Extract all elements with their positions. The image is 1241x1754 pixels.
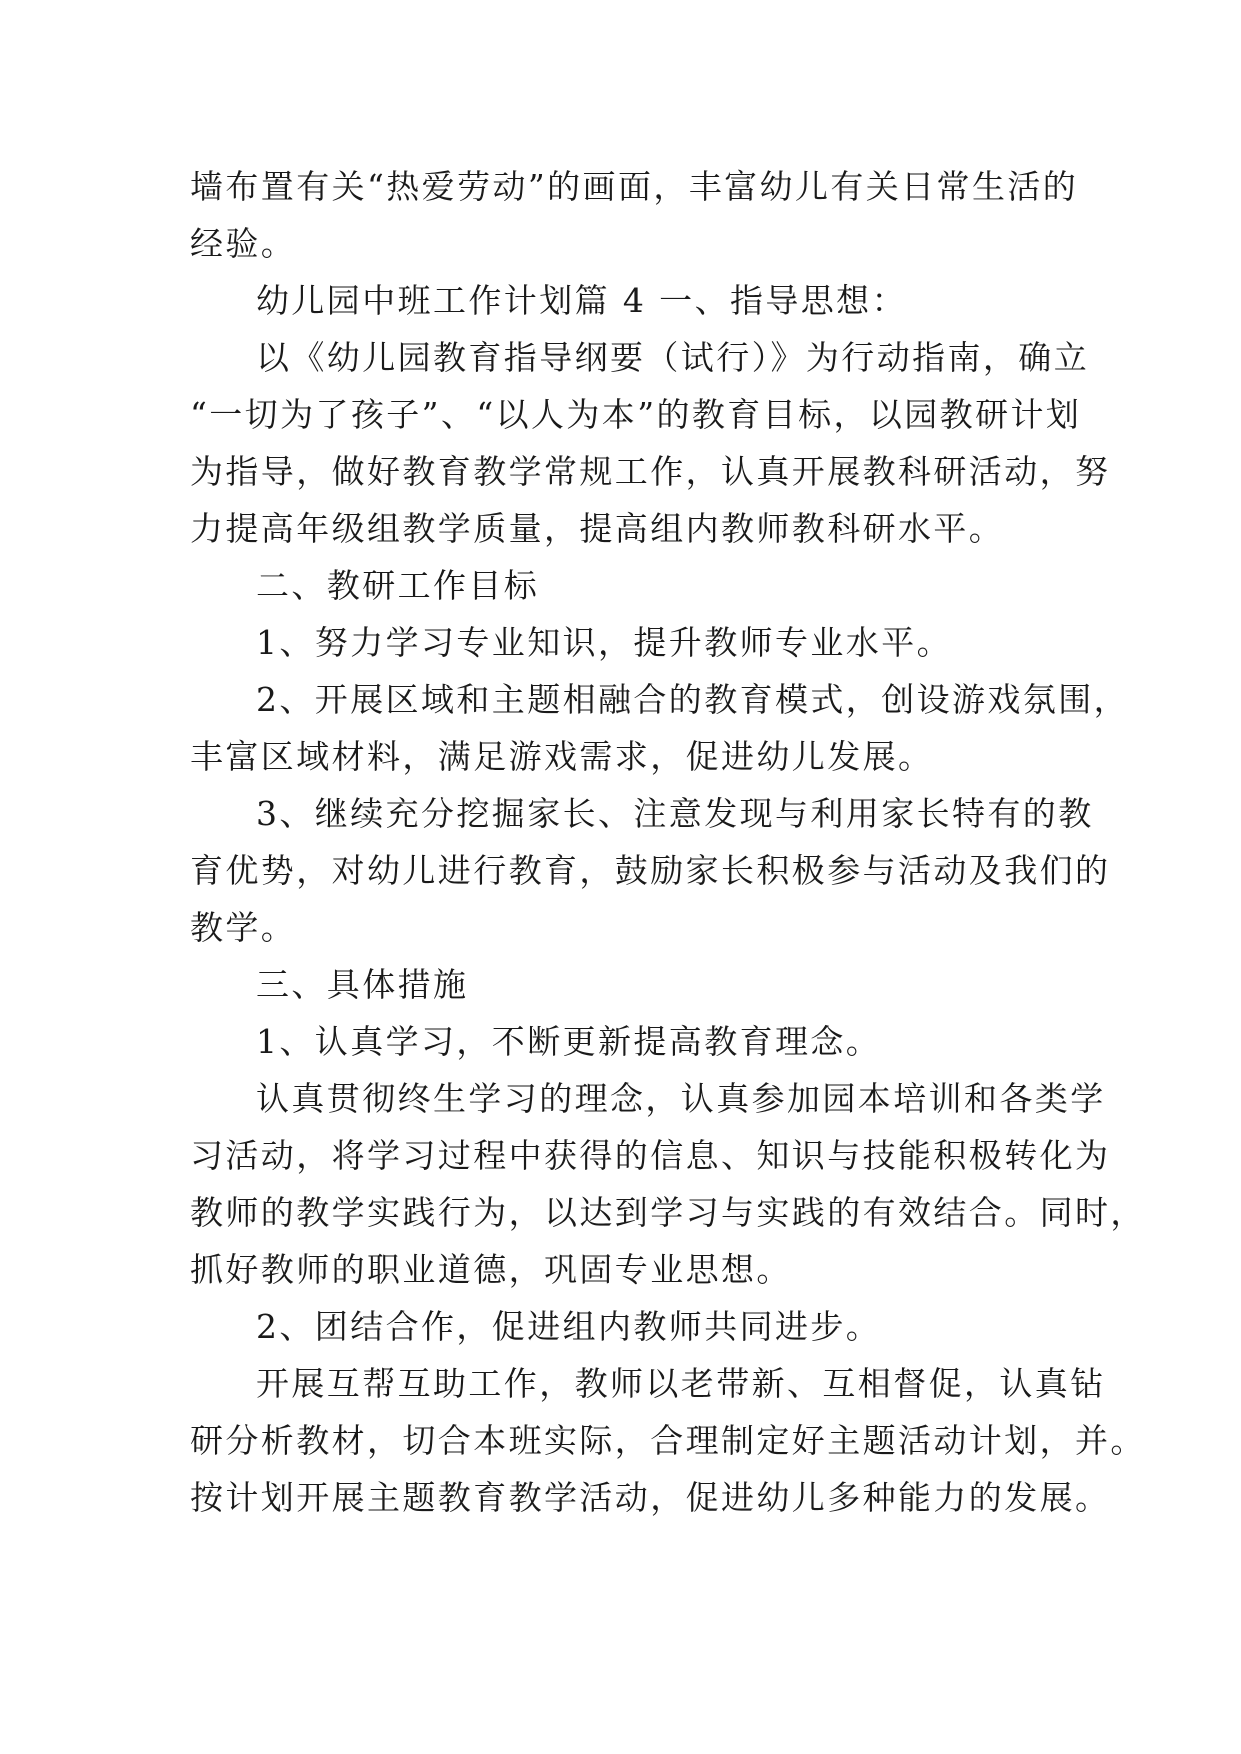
- text-line: “一切为了孩子”、“以人为本”的教育目标，以园教研计划: [190, 395, 1082, 434]
- section-heading: 幼儿园中班工作计划篇 4 一、指导思想：: [256, 281, 907, 320]
- text-line: 开展互帮互助工作，教师以老带新、互相督促，认真钻: [256, 1364, 1106, 1403]
- text-line: 育优势，对幼儿进行教育，鼓励家长积极参与活动及我们的: [190, 851, 1111, 890]
- list-item: 3、继续充分挖掘家长、注意发现与利用家长特有的教: [256, 794, 1094, 833]
- list-item: 2、团结合作，促进组内教师共同进步。: [256, 1307, 882, 1346]
- text-line: 以《幼儿园教育指导纲要（试行）》为行动指南，确立: [256, 338, 1090, 377]
- list-item: 1、认真学习，不断更新提高教育理念。: [256, 1022, 882, 1061]
- text-line: 墙布置有关“热爱劳动”的画面，丰富幼儿有关日常生活的: [190, 167, 1079, 206]
- text-line: 抓好教师的职业道德，巩固专业思想。: [190, 1250, 792, 1289]
- text-line: 为指导，做好教育教学常规工作，认真开展教科研活动，努: [190, 452, 1111, 491]
- text-line: 丰富区域材料，满足游戏需求，促进幼儿发展。: [190, 737, 934, 776]
- text-line: 力提高年级组教学质量，提高组内教师教科研水平。: [190, 509, 1005, 548]
- text-line: 经验。: [190, 224, 297, 263]
- document-body: [190, 158, 1146, 1526]
- text-line: 习活动，将学习过程中获得的信息、知识与技能积极转化为: [190, 1136, 1111, 1175]
- text-line: 按计划开展主题教育教学活动，促进幼儿多种能力的发展。: [190, 1478, 1111, 1517]
- section-heading: 二、教研工作目标: [256, 566, 540, 605]
- text-line: 认真贯彻终生学习的理念，认真参加园本培训和各类学: [256, 1079, 1106, 1118]
- list-item: 2、开展区域和主题相融合的教育模式，创设游戏氛围，: [256, 680, 1129, 719]
- text-line: 教学。: [190, 908, 297, 947]
- list-item: 1、努力学习专业知识，提升教师专业水平。: [256, 623, 952, 662]
- text-line: 研分析教材，切合本班实际，合理制定好主题活动计划，并。: [190, 1421, 1146, 1460]
- section-heading: 三、具体措施: [256, 965, 469, 1004]
- text-line: 教师的教学实践行为，以达到学习与实践的有效结合。同时，: [190, 1193, 1146, 1232]
